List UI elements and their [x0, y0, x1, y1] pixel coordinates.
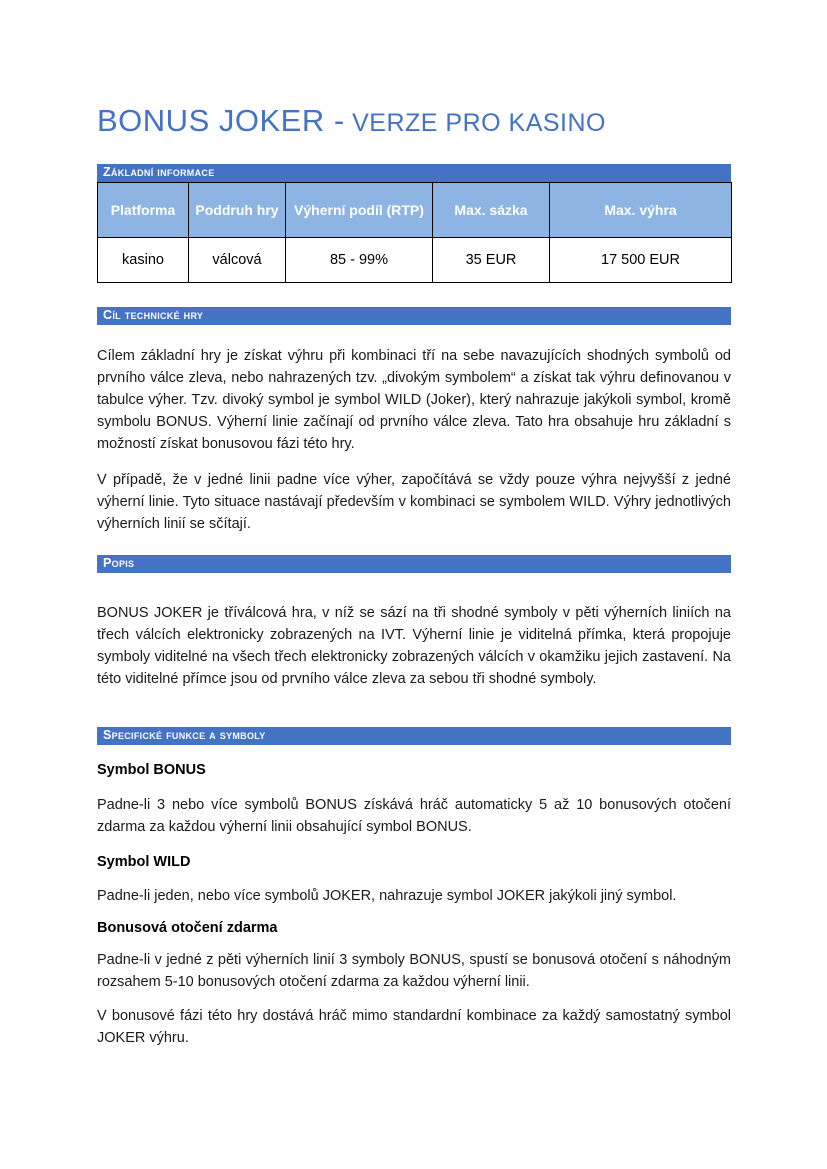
paragraph-popis: BONUS JOKER je tříválcová hra, v níž se sází na tři shodné symboly v pěti výherních liniích na třech válcích elektronicky zobrazených na IVT. Výherní linie je viditelná přímka, která propojuje symboly viditelné na všech třech elektronicky zobrazených válcích v okamžiku jejich zastavení. Na této viditelné přímce jsou od prvního válce zleva za sebou tři shodné symboly. [97, 605, 731, 687]
table-header-platforma: Platforma [98, 183, 189, 238]
document-title-sub: VERZE PRO KASINO [344, 109, 606, 137]
document-title [97, 0, 731, 143]
table-header-row [98, 183, 732, 238]
table-cell-poddruh-hry: válcová [189, 238, 286, 283]
table-header-max-vyhra: Max. výhra [550, 183, 732, 238]
table-cell-platforma: kasino [98, 238, 189, 283]
section-header-specificke-funkce: Specifické funkce a symboly [97, 727, 731, 745]
paragraph-symbol-wild: Padne-li jeden, nebo více symbolů JOKER, nahrazuje symbol JOKER jakýkoli jiný symbol. [97, 888, 677, 904]
paragraph-bonusova-otoceni-1: Padne-li v jedné z pěti výherních linií 3 symboly BONUS, spustí se bonusová otočení s náhodným rozsahem 5-10 bonusových otočení zdarma za každou výherní linii. [97, 952, 731, 990]
table-cell-max-vyhra: 17 500 EUR [550, 238, 732, 283]
section-header-popis: Popis [97, 555, 731, 573]
subheading-symbol-wild: Symbol WILD [97, 854, 191, 870]
basic-info-table [97, 182, 732, 283]
table-row [98, 238, 732, 283]
table-cell-max-sazka: 35 EUR [433, 238, 550, 283]
table-header-vyherni-podil: Výherní podíl (RTP) [286, 183, 433, 238]
table-cell-vyherni-podil: 85 - 99% [286, 238, 433, 283]
paragraph-cil-2: V případě, že v jedné linii padne více výher, započítává se vždy pouze výhra nejvyšší z jedné výherní linie. Tyto situace nastávají především v kombinaci se symbolem WILD. Výhry jednotlivých výherních linií se sčítají. [97, 472, 731, 532]
subheading-bonusova-otoceni: Bonusová otočení zdarma [97, 920, 278, 936]
paragraph-bonusova-otoceni-2: V bonusové fázi této hry dostává hráč mimo standardní kombinace za každý samostatný symbol JOKER výhru. [97, 1008, 731, 1046]
document-title-main: BONUS JOKER - [97, 103, 345, 138]
section-header-cil-technicke-hry: Cíl technické hry [97, 307, 731, 325]
table-header-max-sazka: Max. sázka [433, 183, 550, 238]
section-header-zakladni-informace: Základní informace [97, 164, 731, 182]
table-header-poddruh-hry: Poddruh hry [189, 183, 286, 238]
paragraph-cil-1: Cílem základní hry je získat výhru při kombinaci tří na sebe navazujících shodných symbolů od prvního válce zleva, nebo nahrazených tzv. „divokým symbolem“ a získat tak výhru definovanou v tabulce výher. Tzv. divoký symbol je symbol WILD (Joker), který nahrazuje jakýkoli symbol, kromě symbolu BONUS. Výherní linie začínají od prvního válce zleva. Tato hra obsahuje hru základní s možností získat bonusovou fázi této hry. [97, 348, 731, 452]
subheading-symbol-bonus: Symbol BONUS [97, 762, 206, 778]
document-content [97, 0, 731, 1049]
paragraph-symbol-bonus: Padne-li 3 nebo více symbolů BONUS získává hráč automaticky 5 až 10 bonusových otočení zdarma za každou výherní linii obsahující symbol BONUS. [97, 797, 731, 835]
